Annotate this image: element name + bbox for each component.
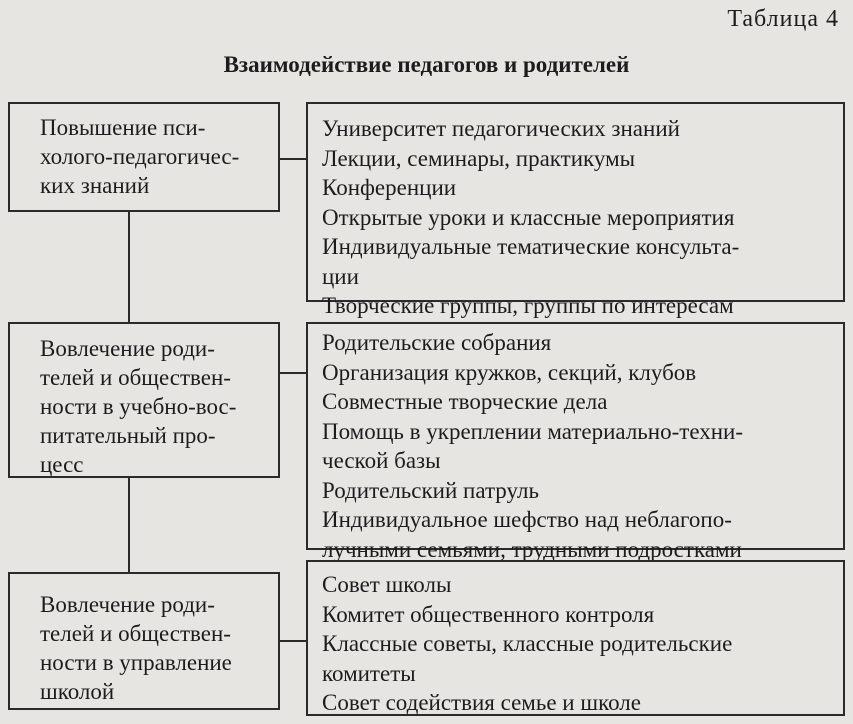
connector-line xyxy=(280,640,306,642)
left-line: Вовлечение роди- xyxy=(40,592,215,617)
right-box-involvement xyxy=(306,322,845,562)
list-item-continuation: ческой базы xyxy=(322,448,441,473)
list-item: Классные советы, классные родительские xyxy=(322,631,733,656)
list-item: Родительские собрания xyxy=(322,330,552,355)
left-line: цесс xyxy=(40,452,84,477)
left-line: Повышение пси- xyxy=(40,115,206,140)
left-line: телей и обществен- xyxy=(40,365,231,390)
list-item: Помощь в укреплении материально-техни- xyxy=(322,418,743,444)
left-line: питательный про- xyxy=(40,423,216,448)
list-item: Родительский патруль xyxy=(322,477,539,503)
list-item: Лекции, семинары, практикумы xyxy=(322,145,636,171)
table-number: Таблица 4 xyxy=(727,6,839,32)
left-line: холого-педагогичес- xyxy=(40,144,240,169)
left-line: Вовлечение роди- xyxy=(40,336,215,361)
left-box-management xyxy=(8,572,280,710)
list-item-continuation: ции xyxy=(322,263,359,289)
list-item: Совет школы xyxy=(322,572,452,597)
table-title: Взаимодействие педагогов и родителей xyxy=(223,52,630,77)
list-item: Индивидуальное шефство над неблагопо- xyxy=(322,507,732,532)
list-item: Комитет общественного контроля xyxy=(322,601,655,627)
left-line: ности в учебно-вос- xyxy=(40,394,237,419)
list-item: Университет педагогических знаний xyxy=(322,116,680,141)
left-line: телей и обществен- xyxy=(40,621,231,646)
list-item: Конференции xyxy=(322,175,457,200)
list-item: Совет содействия семье и школе xyxy=(322,690,641,715)
left-line: ких знаний xyxy=(40,173,150,198)
list-item-continuation: лучными семьями, трудными подростками xyxy=(322,536,742,562)
left-line: школой xyxy=(40,679,115,704)
connector-line xyxy=(128,212,130,322)
list-item: Индивидуальные тематические консульта- xyxy=(322,234,740,259)
left-box-knowledge xyxy=(8,102,280,212)
left-line: ности в управление xyxy=(40,650,232,675)
list-item: Творческие группы, группы по интересам xyxy=(322,293,734,318)
list-item: Организация кружков, секций, клубов xyxy=(322,359,697,385)
list-item: Совместные творческие дела xyxy=(322,389,608,414)
list-item: Открытые уроки и классные мероприятия xyxy=(322,204,735,230)
right-box-management xyxy=(306,560,845,716)
connector-line xyxy=(280,372,306,374)
left-box-involvement xyxy=(8,322,280,478)
connector-line xyxy=(280,158,306,160)
connector-line xyxy=(128,478,130,572)
list-item-continuation: комитеты xyxy=(322,660,416,686)
right-box-knowledge xyxy=(306,102,845,318)
